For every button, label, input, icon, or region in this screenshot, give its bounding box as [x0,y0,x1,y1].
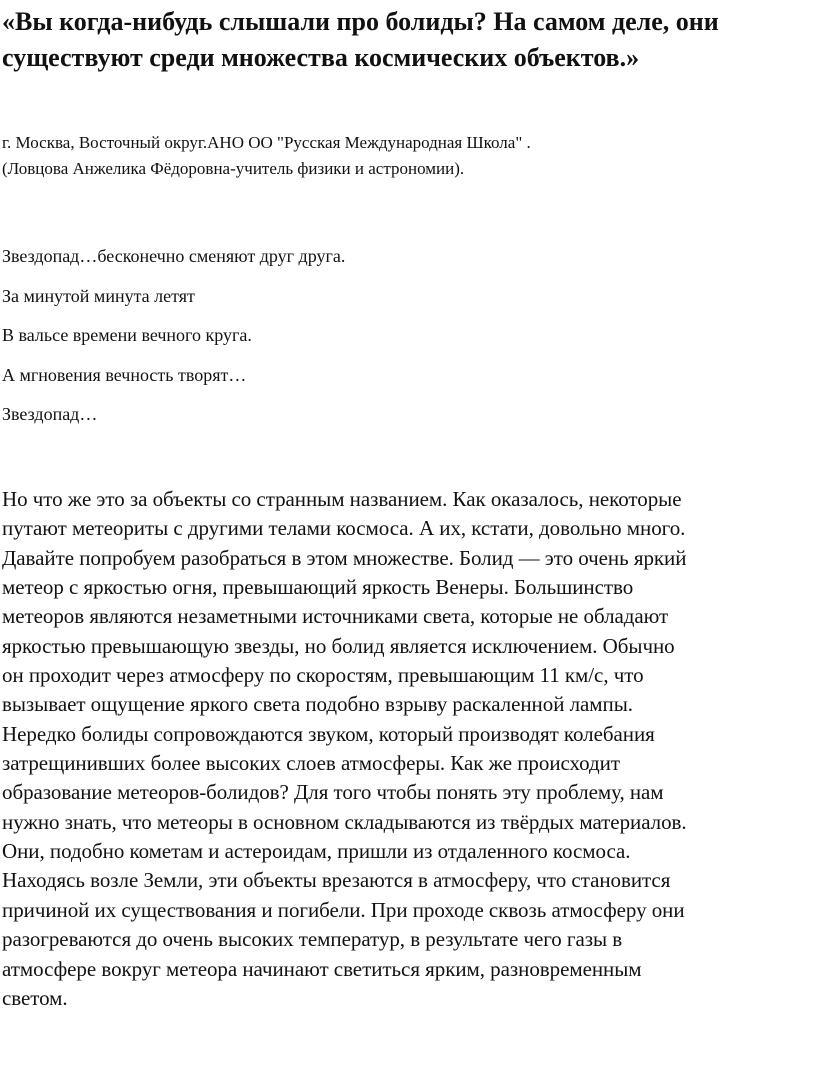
body-line: затрещинивших более высоких слоев атмосферы. Как же происходит [2,751,620,776]
body-line: причиной их существования и погибели. При проходе сквозь атмосферу они [2,897,685,922]
title-line: существуют среди множества космических объектов.» [2,43,640,72]
document-title [2,4,810,76]
body-line: разогреваются до очень высоких температур, в результате чего газы в [2,927,623,952]
body-line: образование метеоров-болидов? Для того чтобы понять эту проблему, нам [2,780,664,805]
body-line: светом. [2,985,68,1010]
body-line: Находясь возле Земли, эти объекты врезаются в атмосферу, что становится [2,868,671,893]
poem-line: В вальсе времени вечного круга. [2,325,252,345]
poem [2,243,810,441]
teacher-line: (Ловцова Анжелика Фёдоровна-учитель физики и астрономии). [2,159,465,178]
author-info [2,130,810,182]
body-line: Давайте попробуем разобраться в этом множестве. Болид — это очень яркий [2,545,687,570]
poem-line: За минутой минута летят [2,285,195,306]
body-line: путают метеориты с другими телами космоса. А их, кстати, довольно много. [2,516,686,541]
body-line: Они, подобно кометам и астероидам, пришли из отдаленного космоса. [2,839,631,864]
body-line: атмосфере вокруг метеора начинают светиться ярким, разновременным [2,956,642,981]
poem-line: Звездопад… [2,404,98,424]
title-line: «Вы когда-нибудь слышали про болиды? На самом деле, они [2,7,719,36]
body-line: яркостью превышающую звезды, но болид является исключением. Обычно [2,633,675,658]
body-line: нужно знать, что метеоры в основном складываются из твёрдых материалов. [2,809,687,834]
body-line: вызывает ощущение яркого света подобно взрыву раскаленной лампы. [2,692,633,717]
body-line: Нередко болиды сопровождаются звуком, который производят колебания [2,721,655,746]
poem-line: Звездопад…бесконечно сменяют друг друга. [2,246,346,266]
body-line: он проходит через атмосферу по скоростям, превышающим 11 км/с, что [2,663,644,688]
location-line: г. Москва, Восточный округ.АНО ОО "Русская Международная Школа" . [2,133,531,152]
body-line: Но что же это за объекты со странным названием. Как оказалось, некоторые [2,487,682,511]
body-line: метеоров являются незаметными источниками света, которые не обладают [2,604,669,629]
body-paragraph [2,485,814,1013]
body-line: метеор с яркостью огня, превышающий яркость Венеры. Большинство [2,575,634,600]
poem-line: А мгновения вечность творят… [2,364,247,385]
